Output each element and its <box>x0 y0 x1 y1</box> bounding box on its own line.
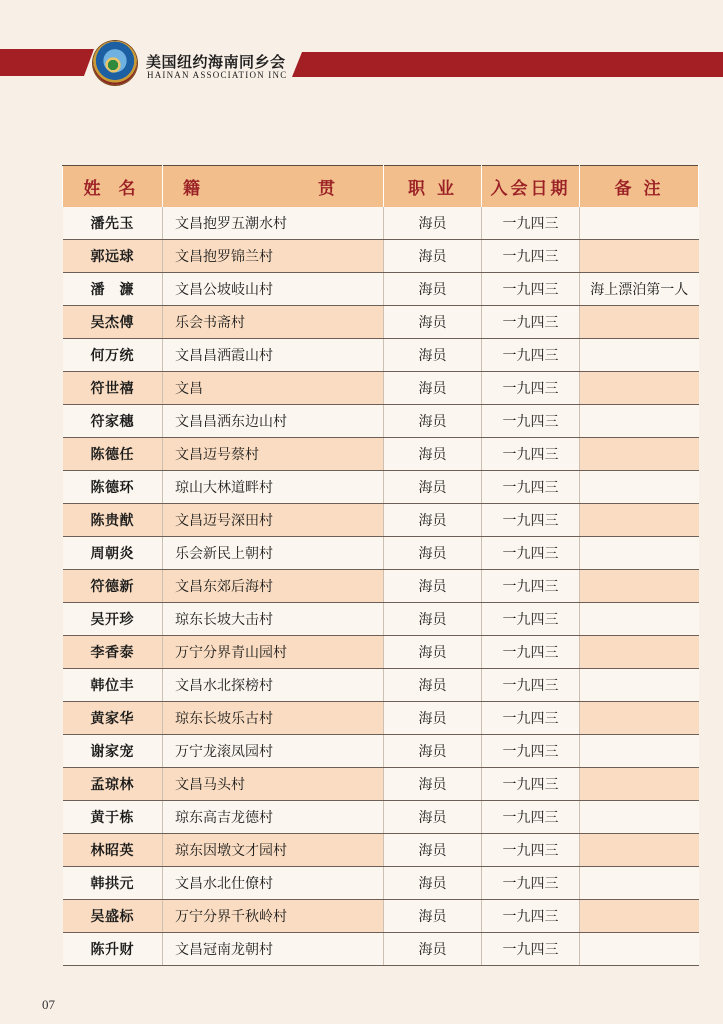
member-origin: 文昌迈号深田村 <box>163 504 384 537</box>
member-name: 李香泰 <box>63 636 163 669</box>
header-band-right-tip <box>292 52 302 77</box>
header-band-right <box>302 52 723 77</box>
member-name: 吴杰傅 <box>63 306 163 339</box>
member-origin: 文昌水北仕僚村 <box>163 867 384 900</box>
member-join-date: 一九四三 <box>482 537 580 570</box>
member-join-date: 一九四三 <box>482 801 580 834</box>
member-note <box>580 768 699 801</box>
member-name: 黄于栋 <box>63 801 163 834</box>
table-row <box>63 339 699 372</box>
member-note <box>580 900 699 933</box>
member-name: 吴盛标 <box>63 900 163 933</box>
member-note <box>580 438 699 471</box>
table-row <box>63 207 699 240</box>
column-header-join-date: 入会日期 <box>482 166 580 208</box>
member-origin: 琼东因墩文才园村 <box>163 834 384 867</box>
member-note <box>580 207 699 240</box>
member-occupation: 海员 <box>384 735 482 768</box>
member-name: 周朝炎 <box>63 537 163 570</box>
member-name: 陈德环 <box>63 471 163 504</box>
member-name: 陈升财 <box>63 933 163 966</box>
column-header-origin: 籍 贯 <box>163 166 384 208</box>
member-note <box>580 504 699 537</box>
member-join-date: 一九四三 <box>482 636 580 669</box>
member-join-date: 一九四三 <box>482 405 580 438</box>
member-occupation: 海员 <box>384 768 482 801</box>
member-note <box>580 801 699 834</box>
member-origin: 文昌东郊后海村 <box>163 570 384 603</box>
member-note <box>580 537 699 570</box>
member-occupation: 海员 <box>384 801 482 834</box>
table-row <box>63 471 699 504</box>
member-name: 何万统 <box>63 339 163 372</box>
member-occupation: 海员 <box>384 834 482 867</box>
member-join-date: 一九四三 <box>482 273 580 306</box>
column-header-occupation: 职 业 <box>384 166 482 208</box>
table-row <box>63 438 699 471</box>
page-number: 07 <box>42 997 55 1012</box>
member-occupation: 海员 <box>384 207 482 240</box>
table-row <box>63 768 699 801</box>
table-header-row <box>63 166 699 208</box>
table-row <box>63 273 699 306</box>
table-row <box>63 900 699 933</box>
member-origin: 万宁分界千秋岭村 <box>163 900 384 933</box>
member-origin: 文昌迈号蔡村 <box>163 438 384 471</box>
member-origin: 文昌冠南龙朝村 <box>163 933 384 966</box>
table-row <box>63 372 699 405</box>
seal-emblem <box>105 53 125 73</box>
member-name: 孟琼林 <box>63 768 163 801</box>
member-note <box>580 570 699 603</box>
member-name: 符世禧 <box>63 372 163 405</box>
member-origin: 文昌抱罗锦兰村 <box>163 240 384 273</box>
member-occupation: 海员 <box>384 537 482 570</box>
member-occupation: 海员 <box>384 372 482 405</box>
member-origin: 乐会新民上朝村 <box>163 537 384 570</box>
table-row <box>63 603 699 636</box>
member-occupation: 海员 <box>384 867 482 900</box>
column-header-name: 姓 名 <box>63 166 163 208</box>
member-name: 郭远球 <box>63 240 163 273</box>
member-name: 吴开珍 <box>63 603 163 636</box>
member-join-date: 一九四三 <box>482 306 580 339</box>
member-join-date: 一九四三 <box>482 735 580 768</box>
member-occupation: 海员 <box>384 504 482 537</box>
member-join-date: 一九四三 <box>482 768 580 801</box>
member-join-date: 一九四三 <box>482 702 580 735</box>
member-occupation: 海员 <box>384 933 482 966</box>
member-occupation: 海员 <box>384 438 482 471</box>
member-note <box>580 405 699 438</box>
member-join-date: 一九四三 <box>482 438 580 471</box>
table-body <box>63 207 699 966</box>
member-join-date: 一九四三 <box>482 834 580 867</box>
member-occupation: 海员 <box>384 669 482 702</box>
member-join-date: 一九四三 <box>482 504 580 537</box>
table-row <box>63 240 699 273</box>
member-origin: 万宁龙滚凤园村 <box>163 735 384 768</box>
member-occupation: 海员 <box>384 900 482 933</box>
member-table <box>62 165 699 966</box>
member-join-date: 一九四三 <box>482 471 580 504</box>
member-name: 陈德任 <box>63 438 163 471</box>
member-join-date: 一九四三 <box>482 669 580 702</box>
member-note: 海上漂泊第一人 <box>580 273 699 306</box>
table-row <box>63 405 699 438</box>
member-join-date: 一九四三 <box>482 900 580 933</box>
member-note <box>580 306 699 339</box>
member-name: 潘先玉 <box>63 207 163 240</box>
member-name: 潘 濂 <box>63 273 163 306</box>
table-row <box>63 570 699 603</box>
table-row <box>63 801 699 834</box>
member-origin: 万宁分界青山园村 <box>163 636 384 669</box>
member-origin: 文昌公坡岐山村 <box>163 273 384 306</box>
member-name: 符德新 <box>63 570 163 603</box>
member-origin: 乐会书斋村 <box>163 306 384 339</box>
member-join-date: 一九四三 <box>482 933 580 966</box>
member-join-date: 一九四三 <box>482 372 580 405</box>
member-note <box>580 669 699 702</box>
member-name: 韩拱元 <box>63 867 163 900</box>
member-note <box>580 471 699 504</box>
member-note <box>580 636 699 669</box>
member-join-date: 一九四三 <box>482 603 580 636</box>
member-note <box>580 867 699 900</box>
header-band-left <box>0 49 84 76</box>
member-note <box>580 834 699 867</box>
member-note <box>580 339 699 372</box>
member-name: 陈贵猷 <box>63 504 163 537</box>
table-row <box>63 669 699 702</box>
member-origin: 文昌水北探榜村 <box>163 669 384 702</box>
member-occupation: 海员 <box>384 603 482 636</box>
member-note <box>580 240 699 273</box>
table-row <box>63 933 699 966</box>
table-row <box>63 504 699 537</box>
column-header-note: 备 注 <box>580 166 699 208</box>
member-note <box>580 735 699 768</box>
member-occupation: 海员 <box>384 273 482 306</box>
member-join-date: 一九四三 <box>482 867 580 900</box>
table-row <box>63 636 699 669</box>
member-note <box>580 702 699 735</box>
member-origin: 文昌抱罗五潮水村 <box>163 207 384 240</box>
member-note <box>580 603 699 636</box>
member-name: 符家穗 <box>63 405 163 438</box>
table-row <box>63 537 699 570</box>
member-origin: 文昌 <box>163 372 384 405</box>
member-name: 谢家宠 <box>63 735 163 768</box>
table-row <box>63 306 699 339</box>
association-seal-icon <box>93 41 137 85</box>
member-occupation: 海员 <box>384 306 482 339</box>
member-occupation: 海员 <box>384 240 482 273</box>
member-occupation: 海员 <box>384 702 482 735</box>
member-occupation: 海员 <box>384 471 482 504</box>
member-name: 韩位丰 <box>63 669 163 702</box>
member-join-date: 一九四三 <box>482 207 580 240</box>
table-row <box>63 702 699 735</box>
member-join-date: 一九四三 <box>482 570 580 603</box>
member-occupation: 海员 <box>384 636 482 669</box>
member-origin: 文昌昌洒霞山村 <box>163 339 384 372</box>
member-occupation: 海员 <box>384 339 482 372</box>
member-origin: 文昌昌洒东边山村 <box>163 405 384 438</box>
org-name-en: HAINAN ASSOCIATION INC <box>147 70 288 80</box>
org-name-cn: 美国纽约海南同乡会 <box>146 53 286 71</box>
member-note <box>580 372 699 405</box>
member-origin: 琼东长坡大击村 <box>163 603 384 636</box>
member-join-date: 一九四三 <box>482 240 580 273</box>
member-join-date: 一九四三 <box>482 339 580 372</box>
member-name: 林昭英 <box>63 834 163 867</box>
table-row <box>63 735 699 768</box>
table-row <box>63 834 699 867</box>
member-name: 黄家华 <box>63 702 163 735</box>
table-row <box>63 867 699 900</box>
member-origin: 琼山大林道畔村 <box>163 471 384 504</box>
member-occupation: 海员 <box>384 405 482 438</box>
member-origin: 琼东长坡乐古村 <box>163 702 384 735</box>
member-occupation: 海员 <box>384 570 482 603</box>
member-origin: 琼东高吉龙德村 <box>163 801 384 834</box>
member-origin: 文昌马头村 <box>163 768 384 801</box>
member-note <box>580 933 699 966</box>
